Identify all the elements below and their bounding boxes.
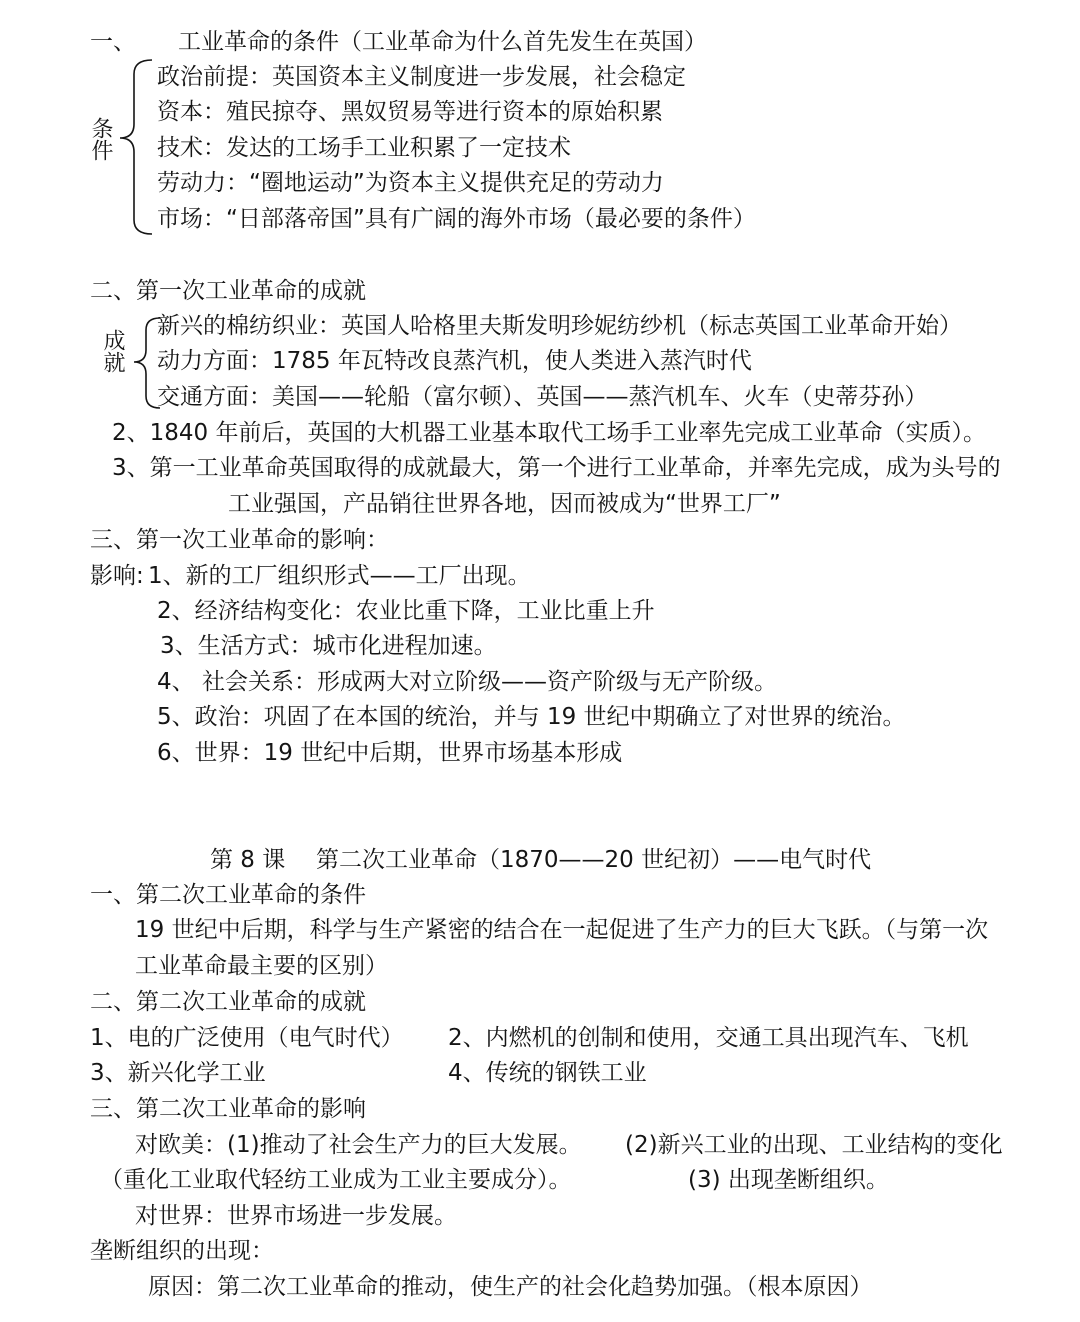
impact-world: 对世界：世界市场进一步发展。 [135, 1203, 457, 1229]
condition-item: 政治前提：英国资本主义制度进一步发展，社会稳定 [157, 64, 686, 90]
achievement-item: 动力方面：1785 年瓦特改良蒸汽机，使人类进入蒸汽时代 [157, 348, 752, 374]
impact-europe: (2)新兴工业的出现、工业结构的变化 [625, 1132, 1003, 1158]
lesson8-achievements-title: 二、第二次工业革命的成就 [90, 989, 366, 1015]
conditions-brace [120, 60, 152, 234]
lesson8-impacts-title: 三、第二次工业革命的影响 [90, 1096, 366, 1122]
monopoly-reason: 原因：第二次工业革命的推动，使生产的社会化趋势加强。（根本原因） [148, 1274, 873, 1300]
section1-number: 一、 [90, 29, 136, 55]
lesson8-achievement-item: 4、传统的钢铁工业 [448, 1060, 647, 1086]
lesson-title: 第二次工业革命（1870——20 世纪初）——电气时代 [316, 847, 872, 873]
lesson8-achievement-item: 3、新兴化学工业 [90, 1060, 266, 1086]
achievement-point: 3、第一工业革命英国取得的成就最大，第一个进行工业革命，并率先完成，成为头号的 [112, 455, 1001, 481]
impact-europe: 对欧美：(1)推动了社会生产力的巨大发展。 [135, 1132, 582, 1158]
condition-item: 市场：“日部落帝国”具有广阔的海外市场（最必要的条件） [157, 206, 756, 232]
monopoly-title: 垄断组织的出现： [90, 1238, 274, 1264]
section3-title: 三、第一次工业革命的影响： [90, 527, 389, 553]
impact-item: 4、 社会关系：形成两大对立阶级——资产阶级与无产阶级。 [157, 669, 777, 695]
lesson8-achievement-item: 1、电的广泛使用（电气时代） [90, 1025, 404, 1051]
lesson8-achievement-item: 2、内燃机的创制和使用，交通工具出现汽车、飞机 [448, 1025, 969, 1051]
lesson-number: 第 8 课 [210, 847, 286, 873]
impact-item: 2、经济结构变化：农业比重下降，工业比重上升 [157, 598, 655, 624]
condition-item: 劳动力：“圈地运动”为资本主义提供充足的劳动力 [157, 170, 664, 196]
section1-title: 工业革命的条件（工业革命为什么首先发生在英国） [178, 29, 707, 55]
impact-item: 5、政治：巩固了在本国的统治，并与 19 世纪中期确立了对世界的统治。 [157, 704, 906, 730]
achievement-item: 交通方面：美国——轮船（富尔顿）、英国——蒸汽机车、火车（史蒂芬孙） [157, 384, 928, 410]
impact-item: 3、生活方式：城市化进程加速。 [160, 633, 497, 659]
achievement-point-continued: 工业强国，产品销往世界各地，因而被成为“世界工厂” [228, 491, 781, 517]
impact-label: 影响: [90, 563, 144, 589]
achievement-item: 新兴的棉纺织业：英国人哈格里夫斯发明珍妮纺纱机（标志英国工业革命开始） [157, 313, 962, 339]
impact-item: 6、世界：19 世纪中后期，世界市场基本形成 [157, 740, 623, 766]
lesson8-conditions-text: 工业革命最主要的区别） [135, 953, 388, 979]
achievement-point: 2、1840 年前后，英国的大机器工业基本取代工场手工业率先完成工业革命（实质）。 [112, 420, 986, 446]
condition-item: 资本：殖民掠夺、黑奴贸易等进行资本的原始积累 [157, 99, 663, 125]
impact-europe-continued: （重化工业取代轻纺工业成为工业主要成分）。 [100, 1167, 572, 1193]
section2-title: 二、第一次工业革命的成就 [90, 278, 366, 304]
conditions-group-label: 条件 [88, 117, 113, 161]
lesson8-conditions-text: 19 世纪中后期，科学与生产紧密的结合在一起促进了生产力的巨大飞跃。（与第一次 [135, 917, 989, 943]
lesson8-conditions-title: 一、第二次工业革命的条件 [90, 882, 366, 908]
impact-item: 1、新的工厂组织形式——工厂出现。 [148, 563, 531, 589]
impact-europe: (3) 出现垄断组织。 [688, 1167, 889, 1193]
condition-item: 技术：发达的工场手工业积累了一定技术 [157, 135, 571, 161]
achievements-group-label: 成就 [100, 329, 125, 373]
